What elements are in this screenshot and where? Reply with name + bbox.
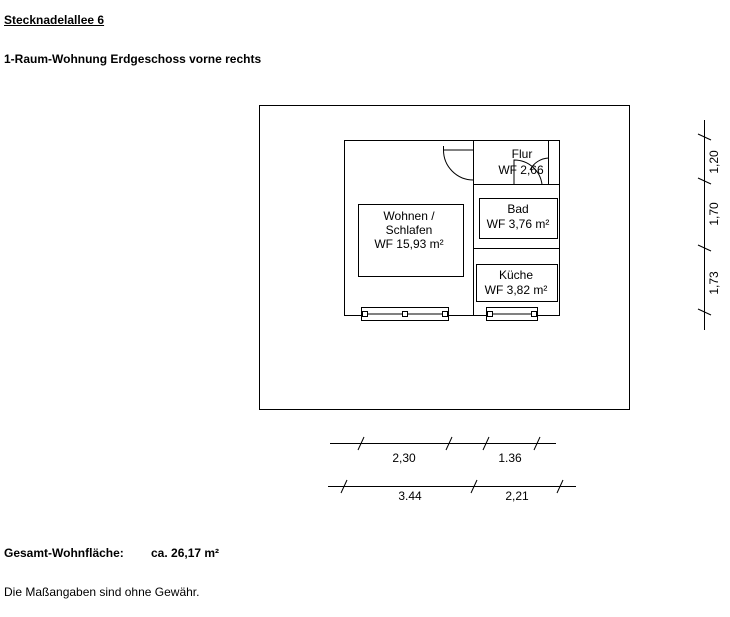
- dim-horizontal-top-2: 1.36: [498, 451, 522, 465]
- window-wohnen: [362, 308, 449, 321]
- dimension-chain-horizontal-bottom: [328, 480, 576, 493]
- disclaimer: Die Maßangaben sind ohne Gewähr.: [4, 585, 200, 599]
- dim-horizontal-bottom-1: 3.44: [398, 489, 422, 503]
- room-wohnen-name-1: Wohnen /: [383, 209, 435, 223]
- room-flur-name: Flur: [511, 147, 533, 161]
- dim-horizontal-bottom-2: 2,21: [505, 489, 529, 503]
- door-swing-wohnen: [444, 146, 474, 180]
- total-area-label: Gesamt-Wohnfläche:: [4, 546, 124, 560]
- room-bad-area: WF 3,76 m²: [486, 217, 550, 231]
- unit-description: 1-Raum-Wohnung Erdgeschoss vorne rechts: [4, 52, 262, 66]
- room-kueche-area: WF 3,82 m²: [484, 283, 548, 297]
- dim-vertical-3: 1,73: [707, 271, 721, 295]
- page-title: Stecknadelallee 6: [4, 13, 105, 27]
- room-flur-area: WF 2,66: [498, 163, 544, 177]
- total-area-value: ca. 26,17 m²: [151, 546, 220, 560]
- dimension-chain-horizontal-top: [330, 437, 556, 450]
- room-kueche-name: Küche: [498, 268, 534, 282]
- dim-horizontal-top-1: 2,30: [392, 451, 416, 465]
- room-wohnen-area: WF 15,93 m²: [374, 237, 444, 251]
- room-bad-name: Bad: [507, 202, 529, 216]
- room-wohnen-name-2: Schlafen: [385, 223, 433, 237]
- window-kueche: [487, 308, 538, 321]
- dim-vertical-1: 1,20: [707, 150, 721, 174]
- dim-vertical-2: 1,70: [707, 202, 721, 226]
